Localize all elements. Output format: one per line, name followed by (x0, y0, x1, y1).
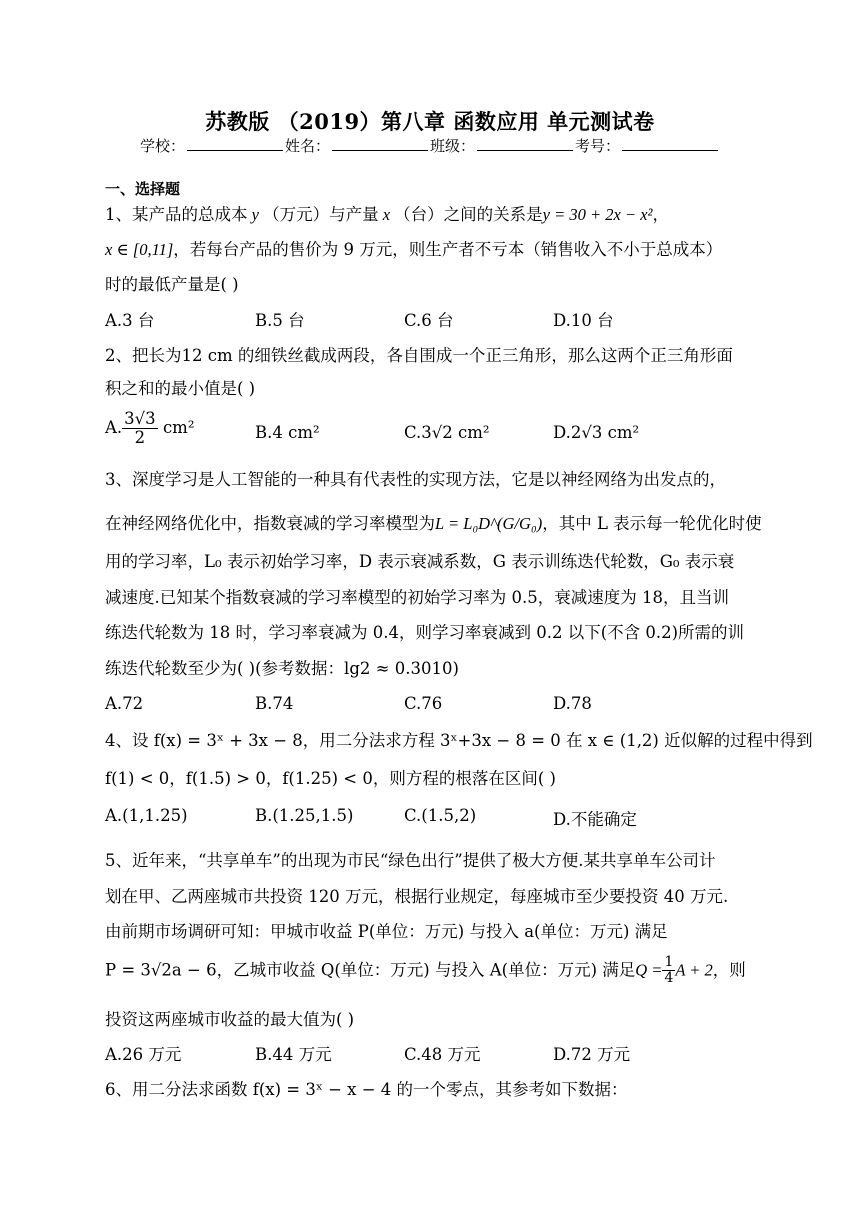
student-info-row (0, 135, 860, 156)
q1-line3: 时的最低产量是( ) (105, 275, 239, 294)
q5-line4 (105, 955, 746, 987)
q3-formula: L = L₀D^(G/G₀) (435, 514, 543, 533)
q2-option-a-fraction (122, 410, 158, 447)
q5-formula-q: Q = (635, 960, 663, 980)
q4-line1: 4、设 f(x) = 3ˣ + 3x − 8，用二分法求方程 3ˣ+3x − 8 = 0 在 x ∈ (1,2) 近似解的过程中得到 (105, 731, 813, 750)
q1-line2 (105, 236, 722, 260)
q2-option-c[interactable]: C.3√2 cm² (404, 423, 490, 442)
q5-line3: 由前期市场调研可知：甲城市收益 P(单位：万元) 与投入 a(单位：万元) 满足 (105, 922, 668, 941)
q3-option-a[interactable]: A.72 (105, 694, 144, 713)
q3-option-b[interactable]: B.74 (255, 694, 294, 713)
q3-line4: 减速度.已知某个指数衰减的学习率模型的初始学习率为 0.5，衰减速度为 18，且当训 (105, 588, 729, 607)
q1-option-a[interactable]: A.3 台 (105, 311, 155, 330)
q1-text-c: （台）之间的关系是 (394, 205, 543, 224)
q3-line3: 用的学习率，L₀ 表示初始学习率，D 表示衰减系数，G 表示训练迭代轮数，G₀ 表示衰 (105, 552, 735, 571)
name-label: 姓名： (284, 137, 330, 155)
q2-option-b[interactable]: B.4 cm² (255, 423, 320, 442)
q2-option-a-den: 2 (134, 428, 146, 448)
q5-option-a[interactable]: A.26 万元 (105, 1045, 182, 1064)
q4-option-d[interactable]: D.不能确定 (553, 810, 637, 829)
number-blank[interactable] (622, 136, 718, 151)
q5-line5: 投资这两座城市收益的最大值为( ) (105, 1010, 355, 1029)
q4-option-c[interactable]: C.(1.5,2) (404, 806, 477, 825)
q3-line2 (105, 510, 762, 534)
q2-line2: 积之和的最小值是( ) (105, 379, 256, 398)
q1-domain: x ∈ [0,11] (105, 240, 174, 259)
q5-option-b[interactable]: B.44 万元 (255, 1045, 332, 1064)
q5-option-c[interactable]: C.48 万元 (404, 1045, 481, 1064)
q3-line1: 3、深度学习是人工智能的一种具有代表性的实现方法，它是以神经网络为出发点的， (105, 470, 726, 489)
name-blank[interactable] (332, 136, 428, 151)
q3-text-b: ，其中 L 表示每一轮优化时使 (542, 514, 762, 533)
q4-line2: f(1) < 0，f(1.5) > 0，f(1.25) < 0，则方程的根落在区间( ) (105, 769, 556, 788)
q2-option-a-num: 3√3 (124, 409, 156, 428)
q1-formula: y = 30 + 2x − x² (542, 205, 653, 224)
school-blank[interactable] (187, 136, 283, 151)
q5-frac-den: 4 (664, 970, 674, 987)
q5-frac-num: 1 (664, 954, 674, 970)
q2-line1: 2、把长为12 cm 的细铁丝截成两段，各自围成一个正三角形，那么这两个正三角形面 (105, 346, 733, 365)
q1-option-d[interactable]: D.10 台 (553, 311, 614, 330)
class-blank[interactable] (477, 136, 573, 151)
q5-option-d[interactable]: D.72 万元 (553, 1045, 631, 1064)
number-label: 考号： (575, 137, 621, 155)
q1-option-c[interactable]: C.6 台 (404, 311, 454, 330)
class-label: 班级： (430, 137, 476, 155)
q5-line1: 5、近年来，“共享单车”的出现为市民“绿色出行”提供了极大方便.某共享单车公司计 (105, 851, 716, 870)
q4-option-b[interactable]: B.(1.25,1.5) (255, 806, 354, 825)
page-title: 苏教版 （2019）第八章 函数应用 单元测试卷 (205, 109, 655, 134)
q3-option-d[interactable]: D.78 (553, 694, 592, 713)
q3-option-c[interactable]: C.76 (404, 694, 443, 713)
q5-text-b: ，则 (712, 960, 746, 980)
q2-option-a-unit: cm² (162, 418, 195, 438)
school-label: 学校： (139, 137, 185, 155)
q1-text-b: （万元）与产量 (263, 205, 379, 224)
q5-formula-rest: A + 2 (675, 960, 713, 980)
q3-line5: 练迭代轮数为 18 时，学习率衰减为 0.4，则学习率衰减到 0.2 以下(不含 0.2)所需的训 (105, 623, 745, 642)
q5-line2: 划在甲、乙两座城市共投资 120 万元，根据行业规定，每座城市至少要投资 40 万元. (105, 887, 729, 906)
q5-text-a: P = 3√2a − 6，乙城市收益 Q(单位：万元) 与投入 A(单位：万元) 满足 (105, 960, 636, 980)
section-title: 一、选择题 (105, 180, 181, 198)
q1-text-a: 1、某产品的总成本 (105, 205, 248, 224)
q5-fraction (662, 955, 675, 987)
q1-option-b[interactable]: B.5 台 (255, 311, 305, 330)
q3-line6: 练迭代轮数至少为( )(参考数据：lg2 ≈ 0.3010) (105, 659, 459, 678)
q1-line1: 1、某产品的总成本 y （万元）与产量 x （台）之间的关系是y = 30 + 2x − x²， (105, 205, 669, 224)
q1-text-d: ，若每台产品的售价为 9 万元，则生产者不亏本（销售收入不小于总成本） (173, 240, 723, 259)
q4-option-a[interactable]: A.(1,1.25) (105, 806, 188, 825)
q2-option-a[interactable] (105, 410, 194, 447)
q2-option-a-label: A. (105, 418, 123, 438)
q6-line1: 6、用二分法求函数 f(x) = 3ˣ − x − 4 的一个零点，其参考如下数据： (105, 1080, 628, 1099)
q3-text-a: 在神经网络优化中，指数衰减的学习率模型为 (105, 514, 435, 533)
q2-option-d[interactable]: D.2√3 cm² (553, 423, 640, 442)
